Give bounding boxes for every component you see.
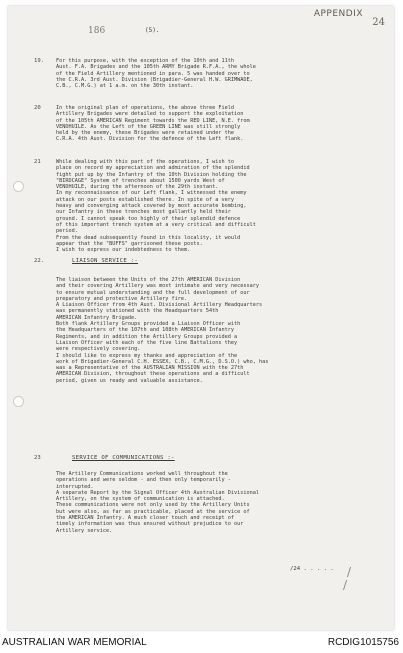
- text-line: While dealing with this part of the operations, I wish to: [56, 159, 235, 165]
- paragraph-number: 20: [34, 105, 41, 111]
- text-line: These communications were not only used by the Artillery Units: [56, 502, 250, 509]
- text-line: Aust. F.A. Brigades and the 105th ARMY Brigade R.F.A., the whole: [56, 64, 256, 71]
- text-line: preparatory and protective Artillery fire.: [56, 295, 188, 302]
- text-line: Artillery service.: [56, 527, 113, 534]
- text-line: Both flank Artillery Groups provided a Liaison Officer with: [56, 321, 241, 328]
- text-line: the AMERICAN Infantry. A much closer touch and receipt of: [56, 515, 235, 522]
- text-line: AMERICAN Division, throughout these operations and a difficult: [56, 371, 250, 378]
- text-line: the C.R.A. 3rd Aust. Division (Brigadier-General H.W. GRIMWADE,: [56, 76, 253, 83]
- section-heading: LIAISON SERVICE :-: [72, 258, 139, 264]
- text-line: A separate Report by the Signal Officer 4th Australian Divisional: [56, 489, 260, 496]
- text-line: ground. I cannot speak too highly of their splendid defence: [56, 215, 241, 222]
- text-line: The Artillery Communications worked well throughout the: [56, 471, 228, 477]
- text-line: heavy and converging attack covered by most accurate bombing,: [56, 203, 247, 210]
- paragraph-23: [56, 471, 376, 534]
- text-line: From the dead subsequently found in this locality, it would: [56, 234, 241, 241]
- text-line: our Infantry in these trenches most gallantly held their: [56, 209, 231, 216]
- paragraph-number: 21: [34, 159, 41, 165]
- text-line: I wish to express our indebtedness to them.: [56, 247, 191, 254]
- section-heading: SERVICE OF COMMUNICATIONS :-: [72, 455, 175, 461]
- text-line: The liaison between the Units of the 27th AMERICAN Division: [56, 277, 241, 283]
- text-line: operations and were seldom - and then only temporarily -: [56, 477, 231, 484]
- text-line: held by the enemy, these Brigades were retained under the: [56, 130, 235, 137]
- text-line: appear that the "BUFFS" garrisoned these posts.: [56, 240, 203, 247]
- page-number: 24: [372, 17, 385, 28]
- text-line: work of Brigadier-General C.H. ESSEX, C.B., C.M.G., D.S.O.) who, has: [56, 358, 269, 365]
- text-line: was a Representative of the AUSTRALIAN MISSION with the 27th: [56, 365, 244, 372]
- paragraph-number: 22.: [34, 258, 45, 264]
- text-line: fight put up by the Infantry of the 10th Division holding the: [56, 171, 247, 178]
- pencil-mark: /: [342, 578, 347, 592]
- text-line: and their covering Artillery was most intimate and very necessary: [56, 283, 260, 290]
- footer-id: RCDIG1015756: [327, 637, 399, 648]
- text-line: period.: [56, 228, 78, 235]
- text-line: I should like to express my thanks and appreciation of the: [56, 352, 238, 359]
- text-line: of the 105th AMERICAN Regiment towards the RED LINE, N.E. from: [56, 117, 250, 124]
- continuation-marker: /24 . . . . .: [290, 566, 334, 572]
- handwritten-number: 186: [88, 26, 106, 36]
- text-line: interrupted.: [56, 483, 94, 490]
- section-number: (5).: [145, 27, 160, 34]
- text-line: VENDHUILE. As the Left of the GREEN LINE was still strongly: [56, 123, 241, 130]
- text-line: AMERICAN Infantry Brigade.: [56, 314, 138, 321]
- text-line: In my reconnaissance of our Left flank, I witnessed the enemy: [56, 190, 247, 197]
- text-line: timely information was thus ensured without prejudice to our: [56, 521, 244, 528]
- paragraph-number: 19.: [34, 58, 45, 64]
- text-line: place on record my appreciation and admiration of the splendid: [56, 165, 250, 172]
- appendix-label: APPENDIX: [313, 9, 363, 19]
- text-line: "BIRDCAGE" System of trenches about 1500 yards West of: [56, 177, 225, 184]
- footer-source: AUSTRALIAN WAR MEMORIAL: [2, 637, 147, 648]
- paragraph-20: [56, 105, 376, 143]
- pencil-mark: /: [346, 565, 351, 579]
- text-line: VENDHUILE, during the afternoon of the 29th instant.: [56, 184, 219, 191]
- text-line: Regiments, and in addition the Artillery Groups provided a: [56, 333, 238, 340]
- punch-hole: [13, 396, 24, 407]
- text-line: Liaison Officer with each of the five line Battalions they: [56, 339, 238, 346]
- text-line: to ensure mutual understanding and the full development of our: [56, 289, 250, 296]
- paragraph-22: [56, 277, 376, 384]
- text-line: was permanently stationed with the Headquarters 54th: [56, 308, 219, 315]
- text-line: were respectively covering.: [56, 346, 141, 353]
- text-line: period, given us ready and valuable assistance.: [56, 377, 203, 384]
- text-line: the Headquarters of the 107th and 108th AMERICAN Infantry: [56, 327, 235, 334]
- text-line: In the original plan of operations, the above three Field: [56, 105, 235, 111]
- text-line: but were also, as far as practicable, placed at the service of: [56, 508, 250, 515]
- text-line: Artillery, on the system of communication is attached.: [56, 496, 225, 503]
- paragraph-19: [56, 58, 376, 89]
- text-line: Artillery Brigades were detailed to support the exploitation: [56, 111, 244, 118]
- text-line: A Liaison Officer from 4th Aust. Divisional Artillery Headquarters: [56, 302, 263, 309]
- paragraph-number: 23: [34, 455, 41, 461]
- footer-bar: [0, 634, 403, 653]
- text-line: of the Field Artillery mentioned in para. 5 was handed over to: [56, 70, 250, 77]
- text-line: For this purpose, with the exception of the 10th and 11th: [56, 58, 235, 64]
- punch-hole: [13, 181, 24, 192]
- text-line: C.R.A. 4th Aust. Division for the defence of the Left flank.: [56, 136, 244, 143]
- text-line: C.B., C.M.G.) at 1 a.m. on the 30th instant.: [56, 83, 194, 90]
- text-line: of this important trench system at a very critical and difficult: [56, 221, 256, 228]
- paragraph-21: [56, 159, 376, 253]
- text-line: attack on our posts established there. In spite of a very: [56, 196, 235, 203]
